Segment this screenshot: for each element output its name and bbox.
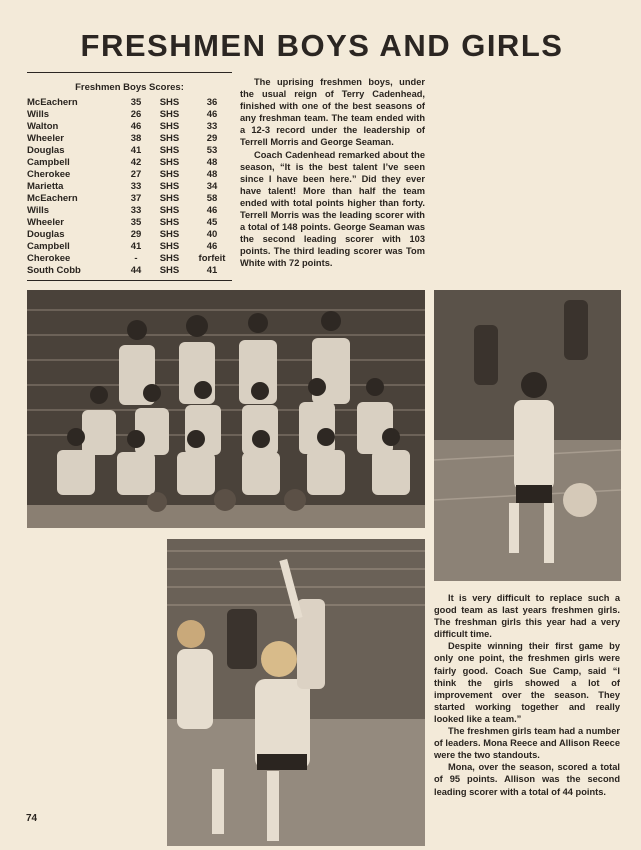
- opponent-score: 35: [130, 217, 142, 228]
- score-row: [27, 109, 232, 121]
- team-name: SHS: [159, 229, 180, 240]
- team-score: 46: [206, 241, 218, 252]
- boys-team-photo: [27, 290, 425, 528]
- score-row: [27, 157, 232, 169]
- score-row: [27, 193, 232, 205]
- team-score: 46: [206, 109, 218, 120]
- girls-article: [434, 592, 620, 798]
- team-name: SHS: [159, 121, 180, 132]
- girls-paragraph: Despite winning their first game by only one point, the freshmen girls were fairly good. Coach Sue Camp, said “I think the girls showed a lot of improvement over the season. They started working together and really looked like a team.”: [434, 641, 620, 724]
- opponent-name: Wheeler: [27, 133, 64, 144]
- opponent-score: 41: [130, 241, 142, 252]
- opponent-name: McEachern: [27, 193, 78, 204]
- opponent-name: Cherokee: [27, 169, 71, 180]
- team-name: SHS: [159, 193, 180, 204]
- opponent-score: 27: [130, 169, 142, 180]
- opponent-name: Walton: [27, 121, 59, 132]
- opponent-name: Campbell: [27, 241, 70, 252]
- team-score: 48: [206, 169, 218, 180]
- opponent-name: Wills: [27, 109, 50, 120]
- girls-action-photo-2-image: [167, 539, 425, 846]
- opponent-score: 41: [130, 145, 142, 156]
- score-row: [27, 145, 232, 157]
- score-row: [27, 253, 232, 265]
- team-score: 33: [206, 121, 218, 132]
- score-row: [27, 217, 232, 229]
- team-name: SHS: [159, 217, 180, 228]
- opponent-score: 33: [130, 205, 142, 216]
- opponent-score: 33: [130, 181, 142, 192]
- opponent-name: McEachern: [27, 97, 78, 108]
- team-name: SHS: [159, 205, 180, 216]
- score-row: [27, 121, 232, 133]
- team-score: 36: [206, 97, 218, 108]
- team-score: 40: [206, 229, 218, 240]
- opponent-name: South Cobb: [27, 265, 81, 276]
- team-score: 34: [206, 181, 218, 192]
- girls-paragraph: Mona, over the season, scored a total of 95 points. Allison was the second leading scorer with a total of 44 points.: [434, 762, 620, 797]
- girls-paragraph: The freshmen girls team had a number of leaders. Mona Reece and Allison Reece were the two standouts.: [434, 726, 620, 761]
- score-row: [27, 97, 232, 109]
- team-score: forfeit: [198, 253, 226, 264]
- opponent-score: 37: [130, 193, 142, 204]
- opponent-name: Marietta: [27, 181, 64, 192]
- team-name: SHS: [159, 169, 180, 180]
- team-score: 45: [206, 217, 218, 228]
- opponent-name: Douglas: [27, 229, 65, 240]
- team-name: SHS: [159, 97, 180, 108]
- opponent-name: Wills: [27, 205, 50, 216]
- girls-paragraph: It is very difficult to replace such a good team as last years freshmen girls. The freshman girls this year had a very difficult time.: [434, 593, 620, 640]
- team-name: SHS: [159, 145, 180, 156]
- team-name: SHS: [159, 157, 180, 168]
- opponent-score: 46: [130, 121, 142, 132]
- opponent-name: Douglas: [27, 145, 65, 156]
- girls-action-photo-1-image: [434, 290, 621, 581]
- score-row: [27, 133, 232, 145]
- opponent-name: Campbell: [27, 157, 70, 168]
- team-name: SHS: [159, 241, 180, 252]
- boys-article: [240, 76, 425, 270]
- team-name: SHS: [159, 253, 180, 264]
- score-row: [27, 229, 232, 241]
- team-name: SHS: [159, 265, 180, 276]
- team-score: 53: [206, 145, 218, 156]
- score-row: [27, 241, 232, 253]
- scores-grid: [27, 97, 232, 277]
- team-score: 48: [206, 157, 218, 168]
- opponent-score: 26: [130, 109, 142, 120]
- girls-action-photo-1: [434, 290, 621, 581]
- score-row: [27, 205, 232, 217]
- score-row: [27, 169, 232, 181]
- scores-body: [27, 97, 232, 277]
- opponent-score: -: [134, 253, 138, 264]
- opponent-name: Wheeler: [27, 217, 64, 228]
- score-row: [27, 265, 232, 277]
- team-name: SHS: [159, 109, 180, 120]
- boys-team-photo-image: [27, 290, 425, 528]
- girls-action-photo-2: [167, 539, 425, 846]
- opponent-score: 44: [130, 265, 142, 276]
- page-number: 74: [26, 813, 38, 824]
- team-score: 29: [206, 133, 218, 144]
- opponent-score: 35: [130, 97, 142, 108]
- opponent-score: 29: [130, 229, 142, 240]
- score-row: [27, 181, 232, 193]
- opponent-name: Cherokee: [27, 253, 71, 264]
- team-score: 46: [206, 205, 218, 216]
- scores-table: [27, 72, 232, 281]
- boys-paragraph: The uprising freshmen boys, under the usual reign of Terry Cadenhead, finished with one of the best seasons of any freshman team. The team ended with a 12-3 record under the leadership of Terrell Morris and George Seaman.: [240, 77, 425, 148]
- opponent-score: 42: [130, 157, 142, 168]
- boys-paragraph: Coach Cadenhead remarked about the season, “It is the best talent I’ve seen since I have been here.” Did they ever have talent! More than half the team ended with total points higher than forty. Terrell Morris was the leading scorer with a total of 148 points. George Seaman was the second leading scorer with 103 points. The third leading scorer was Tom White with 72 points.: [240, 149, 425, 269]
- team-score: 58: [206, 193, 218, 204]
- scores-header: Freshmen Boys Scores:: [75, 82, 184, 93]
- team-name: SHS: [159, 181, 180, 192]
- team-score: 41: [206, 265, 218, 276]
- opponent-score: 38: [130, 133, 142, 144]
- page-title: FRESHMEN BOYS AND GIRLS: [80, 28, 564, 63]
- team-name: SHS: [159, 133, 180, 144]
